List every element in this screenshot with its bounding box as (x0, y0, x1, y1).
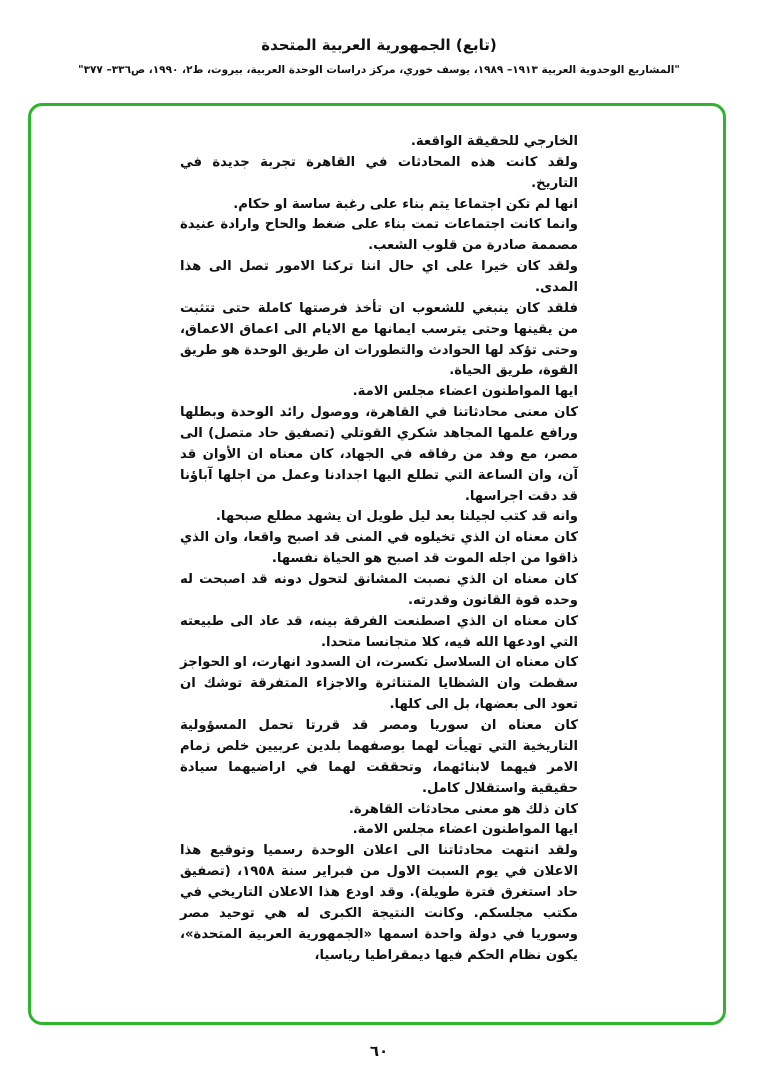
paragraph: فلقد كان ينبغي للشعوب ان تأخذ فرصتها كاملة حتى تتثبت من يقينها وحتى يترسب ايمانها مع الايام الى اعماق الاعماق، وحتى تؤكد لها الحوادث والتطورات ان طريق الوحدة هو طريق القوة، طريق الحياة. (180, 300, 578, 379)
paragraph: ايها المواطنون اعضاء مجلس الامة. (352, 822, 578, 838)
paragraph: كان معناه ان الذي اصطنعت الفرقة بينه، قد عاد الى طبيعته التي اودعها الله فيه، كلا متجانسا متحدا. (180, 613, 578, 650)
page-header (0, 36, 758, 76)
paragraph: كان معناه ان سوريا ومصر قد قررتا تحمل المسؤولية التاريخية التي تهيأت لهما بوصفهما بلدين عربيين خلص زمام الامر فيهما لابنائهما، وتحققت لهما في اراضيهما سيادة حقيقية واستقلال كامل. (180, 718, 578, 796)
paragraph: كان معنى محادثاتنا في القاهرة، ووصول رائد الوحدة وبطلها ورافع علمها المجاهد شكري القوتلي (تصفيق حاد متصل) الى مصر، مع وفد من رفاقه في الجهاد، كان معناه ان الأوان قد آن، وان الساعة التي تطلع اليها اجدادنا وعمل من اجلها آباؤنا قد دقت اجراسها. (180, 405, 578, 504)
paragraph: ولقد كانت هذه المحادثات في القاهرة تجربة جديدة في التاريخ. (180, 154, 578, 191)
page-title: (تابع) الجمهورية العربية المتحدة (261, 36, 497, 54)
paragraph: ولقد كان خيرا على اي حال اننا تركنا الامور تصل الى هذا المدى. (180, 259, 578, 296)
paragraph: الخارجي للحقيقة الواقعة. (410, 134, 578, 149)
paragraph: كان معناه ان الذي نصبت المشانق لتحول دونه قد اصبحت له وحده قوة القانون وقدرته. (180, 572, 578, 608)
paragraph: وانه قد كتب لجيلنا بعد ليل طويل ان يشهد مطلع صبحها. (215, 509, 578, 525)
page-number: ٦٠ (369, 1042, 389, 1060)
paragraph: وانما كانت اجتماعات تمت بناء على ضغط والحاح وارادة عنيدة مصممة صادرة من قلوب الشعب. (180, 217, 578, 254)
paragraph: انها لم تكن اجتماعا يتم بناء على رغبة ساسة او حكام. (233, 196, 578, 212)
paragraph: كان معناه ان الذي تخيلوه في المنى قد اصبح واقعا، وان الذي ذاقوا من اجله الموت قد اصبح هو الحياة نفسها. (180, 530, 578, 567)
paragraph: ايها المواطنون اعضاء مجلس الامة. (352, 384, 578, 400)
paragraph: كان ذلك هو معنى محادثات القاهرة. (348, 801, 578, 817)
paragraph: ولقد انتهت محادثاتنا الى اعلان الوحدة رسميا وتوقيع هذا الاعلان في يوم السبت الاول من فبراير سنة ١٩٥٨، (تصفيق حاد استغرق فترة طويلة). وقد اودع هذا الاعلان التاريخي في مكتب مجلسكم. وكانت النتيجة الكبرى له هي توحيد مصر وسوريا في دولة واحدة اسمها «الجمهورية العربية المتحدة»، يكون نظام الحكم فيها ديمقراطيا رياسيا، (180, 843, 578, 963)
paragraph: كان معناه ان السلاسل تكسرت، ان السدود انهارت، او الحواجز سقطت وان الشظايا المتناثرة والاجزاء المتفرقة توشك ان تعود الى بعضها، بل الى كلها. (180, 655, 578, 713)
bibliographic-reference: "المشاريع الوحدوية العربية ١٩١٣– ١٩٨٩، يوسف خوري، مركز دراسات الوحدة العربية، بيروت، ط٢، ١٩٩٠، ص٣٣٦– ٣٧٧" (78, 64, 680, 76)
body-text (180, 132, 578, 966)
